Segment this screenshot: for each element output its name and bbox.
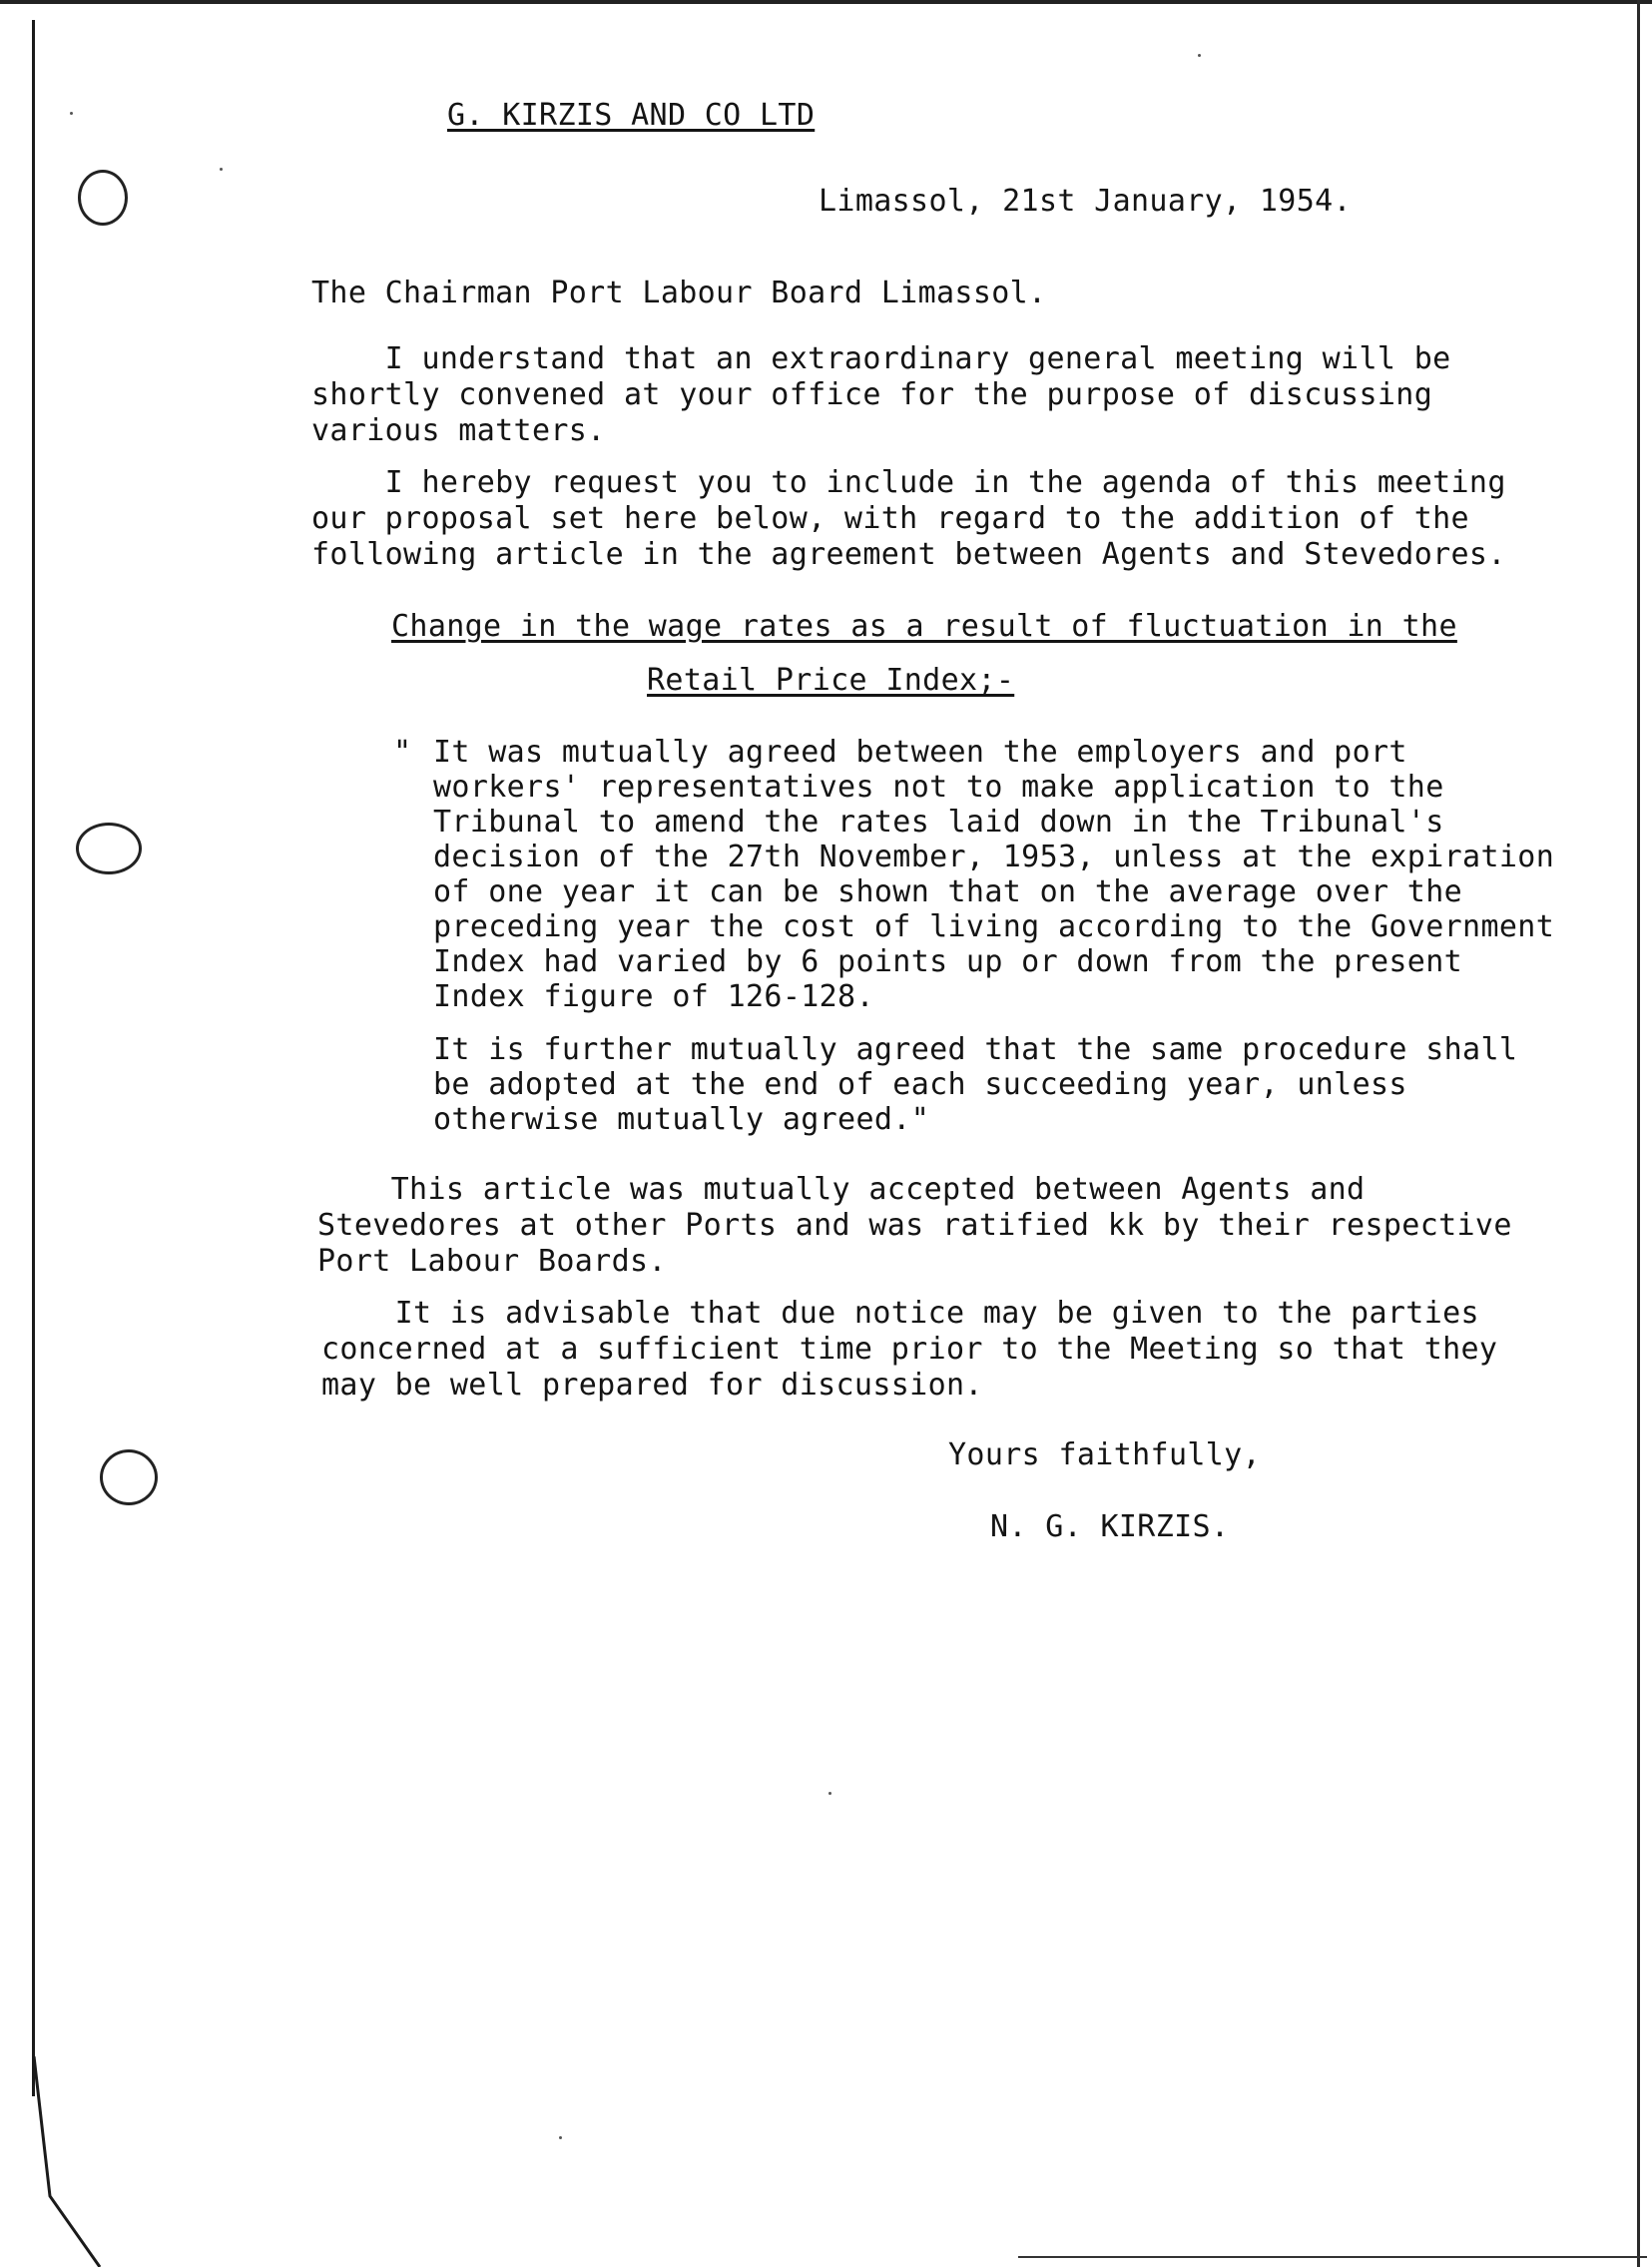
scan-speck xyxy=(220,168,223,171)
paragraph-line: various matters. xyxy=(311,413,606,448)
opening-quote-mark: " xyxy=(393,735,412,770)
quoted-line: workers' representatives not to make application to the xyxy=(433,770,1444,805)
scan-speck xyxy=(1198,54,1201,57)
quoted-line: Index had varied by 6 points up or down from the present xyxy=(433,944,1463,979)
paragraph-line: shortly convened at your office for the purpose of discussing xyxy=(311,377,1433,412)
scan-speck xyxy=(828,1792,831,1795)
article-heading-line-1: Change in the wage rates as a result of fluctuation in the xyxy=(391,609,1457,644)
punch-hole-bottom xyxy=(100,1449,158,1505)
quoted-line: Index figure of 126-128. xyxy=(433,979,874,1014)
quoted-line: of one year it can be shown that on the average over the xyxy=(433,874,1463,909)
scan-speck xyxy=(559,2136,562,2139)
scan-speck xyxy=(70,112,73,115)
quoted-line: decision of the 27th November, 1953, unless at the expiration xyxy=(433,840,1555,874)
paragraph-line: I hereby request you to include in the agenda of this meeting xyxy=(311,465,1506,500)
quoted-line: It was mutually agreed between the employers and port xyxy=(433,735,1407,770)
punch-hole-top xyxy=(78,170,128,226)
punch-hole-middle xyxy=(76,823,142,874)
paragraph-line: our proposal set here below, with regard to the addition of the xyxy=(311,501,1469,536)
quoted-line: otherwise mutually agreed." xyxy=(433,1102,930,1137)
paragraph-line: following article in the agreement between Agents and Stevedores. xyxy=(311,537,1506,572)
paragraph-line: I understand that an extraordinary general meeting will be xyxy=(311,341,1451,376)
closing: Yours faithfully, xyxy=(948,1437,1261,1472)
article-heading-line-2: Retail Price Index;- xyxy=(647,663,1015,698)
quoted-line: Tribunal to amend the rates laid down in the Tribunal's xyxy=(433,805,1444,840)
paragraph-line: Port Labour Boards. xyxy=(317,1244,667,1279)
paragraph-line: may be well prepared for discussion. xyxy=(321,1368,983,1403)
paragraph-line: It is advisable that due notice may be given to the parties xyxy=(321,1296,1479,1331)
signatory-name: N. G. KIRZIS. xyxy=(990,1509,1230,1544)
page-edge-left xyxy=(32,20,35,2096)
page-edge-right xyxy=(1637,0,1640,2267)
page-edge-top xyxy=(0,0,1652,4)
paragraph-line: Stevedores at other Ports and was ratified kk by their respective xyxy=(317,1208,1512,1243)
paragraph-line: concerned at a sufficient time prior to the Meeting so that they xyxy=(321,1332,1498,1367)
quoted-line: be adopted at the end of each succeeding year, unless xyxy=(433,1067,1407,1102)
quoted-line: preceding year the cost of living according to the Government xyxy=(433,909,1555,944)
place-date: Limassol, 21st January, 1954. xyxy=(819,184,1352,219)
page-corner-mark xyxy=(20,2056,120,2267)
company-name: G. KIRZIS AND CO LTD xyxy=(447,98,816,133)
paragraph-line: This article was mutually accepted between Agents and xyxy=(317,1172,1366,1207)
addressee: The Chairman Port Labour Board Limassol. xyxy=(311,276,1047,310)
page-edge-bottom xyxy=(1018,2256,1647,2258)
quoted-line: It is further mutually agreed that the same procedure shall xyxy=(433,1032,1518,1067)
